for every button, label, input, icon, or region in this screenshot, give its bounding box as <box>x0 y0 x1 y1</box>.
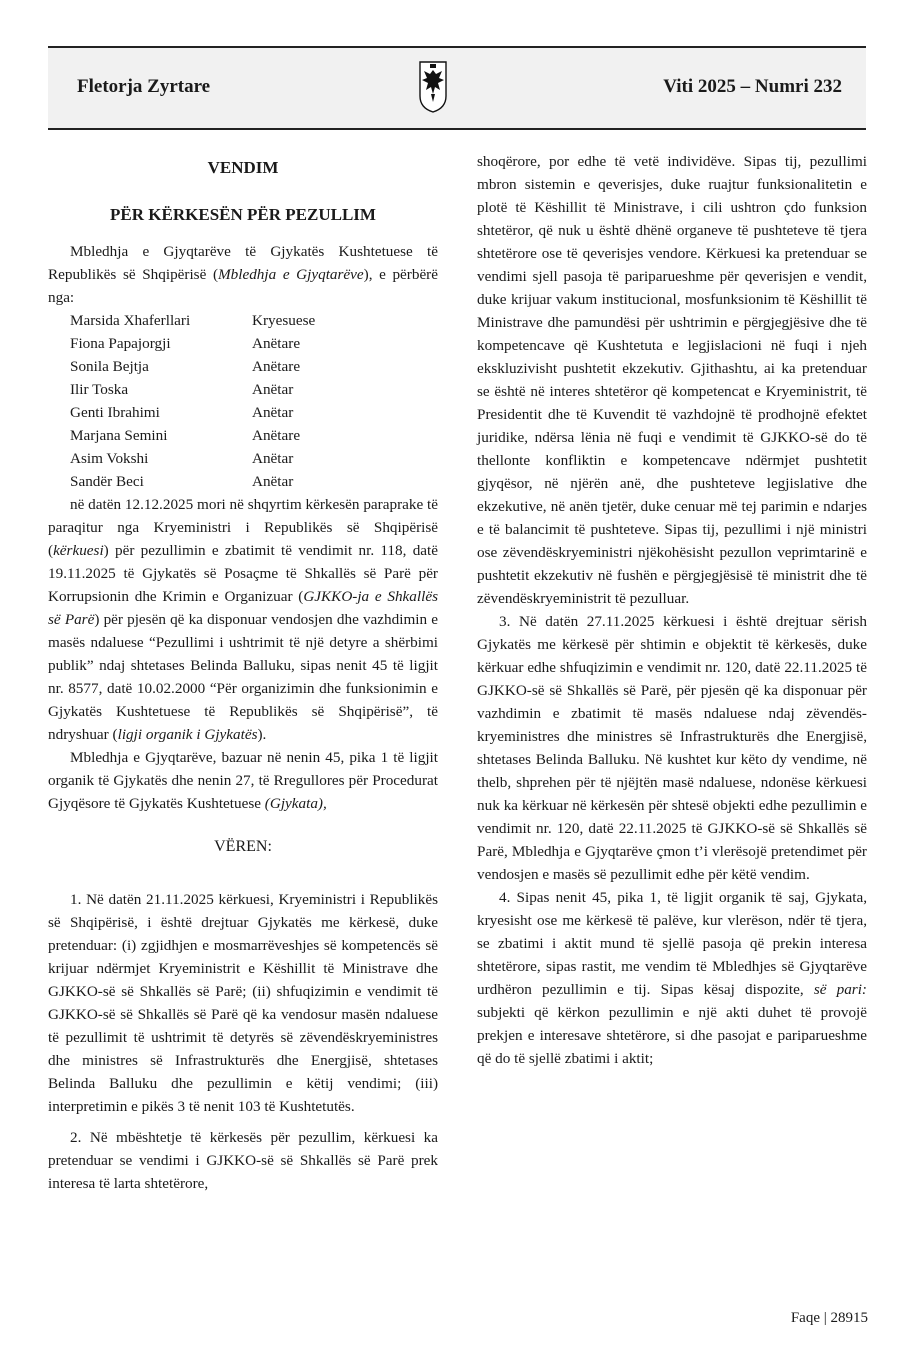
member-role: Anëtare <box>252 335 301 352</box>
member-role: Anëtar <box>252 473 294 490</box>
continuation-paragraph: shoqërore, por edhe të vetë individëve. Sipas tij, pezullimi mbron sistemin e qeverisjes, duke ruajtur funksionalitetin e plotë të Këshillit të Ministrave, i cili ushtron çdo funksion shtetëror, që nuk u është dhënë organeve të pushteteve të tjera shtetërore ose të qeverisjes vendore. Kërkuesi ka pretenduar se vendimi sjell pasoja të pariparueshme për qeverisjen e vendit, duke krijuar vakum institucional, mosfunksionim të Këshillit të Ministrave dhe pamundësi për ushtrimin e përgjegjësive dhe të kompetencave që Kushtetuta e legjislacioni në fuqi i njeh ekskluzivisht pushtetit ekzekutiv. Gjithashtu, ai ka pretenduar se është në interes shtetëror që kompetencat e Kryeministrit, të Presidentit dhe të Kuvendit të vazhdojnë të prodhojnë efektet juridike, ndërsa lënia në fuqi e vendimit të GJKKO-së do të thellonte konfliktin e kompetencave ndërmjet pushtetit gjyqësor, në njërën anë, dhe pushteteve legjislative dhe ekzekutive, në anën tjetër, duke cenuar më tej parimin e ndarjes e të balancimit të pushteteve. Sipas tij, pezullimi i një ministri ose zëvendëskryeministri njëkohësisht pezullon veprimtarinë e pushtetit ekzekutiv në fushën e përgjegjësisë të ministrit dhe të zëvendëskryeministrit të pezulluar. <box>477 153 867 607</box>
member-name: Sandër Beci <box>70 473 144 490</box>
point-4-paragraph <box>477 886 867 1070</box>
albanian-eagle-emblem-icon <box>418 58 448 114</box>
intro-text-b: ), e përbërë nga: <box>48 266 438 306</box>
member-name: Ilir Toska <box>70 381 129 398</box>
point-2-paragraph: 2. Në mbështetje të kërkesës për pezullim, kërkuesi ka pretenduar se vendimi i GJKKO-së së Shkallës së Parë prek interesa të larta shtetërore, <box>48 1129 438 1192</box>
member-name: Asim Vokshi <box>70 450 149 467</box>
intro-emphasis: Mbledhja e Gjyqtarëve <box>218 266 364 283</box>
intro-text-a: Mbledhja e Gjyqtarëve të Gjykatës Kushtetuese të Republikës së Shqipërisë ( <box>48 243 438 283</box>
point-4-emphasis: së pari: <box>813 981 867 998</box>
point-1-paragraph: 1. Në datën 21.11.2025 kërkuesi, Kryeministri i Republikës së Shqipërisë, i është drejtuar Gjykatës me kërkesë, duke pretenduar: (i) zgjidhjen e mosmarrëveshjes së kompetencës së krijuar ndërmjet Kryeministrit e Këshillit të Ministrave dhe GJKKO-së së Shkallës së Parë; (ii) shfuqizimin e vendimit të GJKKO-së së Shkallës së Parë që ka vendosur masën ndaluese të pezullimit të ushtrimit të detyrës së zëvendëskryeministres dhe ministres së Infrastrukturës dhe Energjisë, shtetases Belinda Balluku dhe pezullimin e këtij vendimi; (iii) interpretimin e pikës 3 të nenit 103 të Kushtetutës. <box>48 891 438 1115</box>
member-row <box>70 447 438 470</box>
decision-subtitle: PËR KËRKESËN PËR PEZULLIM <box>110 205 376 224</box>
member-role: Anëtare <box>252 358 301 375</box>
member-row <box>70 424 438 447</box>
page-number: Faqe | 28915 <box>790 1310 868 1326</box>
publication-name: Fletorja Zyrtare <box>77 76 211 97</box>
member-role: Anëtare <box>252 427 301 444</box>
issue-number: Viti 2025 – Numri 232 <box>663 76 842 97</box>
review-text-a: në datën 12.12.2025 mori në shqyrtim kërkesën paraprake të paraqitur nga Kryeministri i Republikës së Shqipërisë ( <box>48 496 438 559</box>
basis-text: Mbledhja e Gjyqtarëve, bazuar në nenin 45, pika 1 të ligjit organik të Gjykatës dhe nenin 27, të Rregullores për Procedurat Gjyqësore të Gjykatës Kushtetuese <box>48 749 438 812</box>
member-row <box>70 378 438 401</box>
review-emphasis-2: GJKKO-ja e Shkallës së Parë <box>48 588 438 628</box>
member-name: Sonila Bejtja <box>70 358 149 375</box>
member-role: Anëtar <box>252 450 294 467</box>
basis-emphasis: (Gjykata), <box>264 795 327 812</box>
member-name: Marjana Semini <box>70 427 168 444</box>
member-name: Genti Ibrahimi <box>70 404 160 421</box>
section-heading: VËREN: <box>214 838 272 855</box>
review-text-c: ) për pjesën që ka disponuar vendosjen dhe vazhdimin e masës ndaluese “Pezullimi i ushtrimit të një detyre a shërbimi publik” ndaj shtetases Belinda Balluku, sipas nenit 45 të ligjit nr. 8577, datë 10.02.2000 “Për organizimin dhe funksionimin e Gjykatës Kushtetuese të Republikës së Shqipërisë”, të ndryshuar ( <box>48 611 438 743</box>
member-role: Anëtar <box>252 404 294 421</box>
review-emphasis-1: kërkuesi <box>53 542 104 559</box>
member-row <box>70 332 438 355</box>
point-4-text-b: subjekti që kërkon pezullimin e një akti duhet të provojë prekjen e interesave shtetërore, si dhe pasojat e pariparueshme që do të sjellë zbatimi i aktit; <box>477 1004 867 1067</box>
member-name: Fiona Papajorgji <box>70 335 171 352</box>
member-row <box>70 470 438 493</box>
point-3-paragraph: 3. Në datën 27.11.2025 kërkuesi i është drejtuar sërish Gjykatës me kërkesë për shtimin e objektit të kërkesës, duke kërkuar edhe shfuqizimin e vendimit nr. 120, datë 22.11.2025 të GJKKO-së së Shkallës së Parë, për pjesën që ka disponuar për vazhdimin e zbatimit të masës ndaluese ndaj zëvendës-kryeministres dhe ministres së Infrastrukturës dhe Energjisë, shtetases Belinda Balluku. Në kushtet kur këto dy vendime, në thelb, shprehen për të njëjtën masë ndaluese, ndonëse kërkuesi nuk ka kërkuar në kërkesën për shtesë objekti edhe pezullimin e vendimit nr. 120, datë 22.11.2025 të GJKKO-së së Shkallës së Parë, Mbledhja e Gjyqtarëve çmon t’i vlerësojë pretendimet për vendosjen e masës së pezullimit edhe për këtë vendim. <box>477 613 867 883</box>
right-column <box>477 150 867 1070</box>
header-bottom-rule <box>48 128 866 130</box>
point-4-text-a: 4. Sipas nenit 45, pika 1, të ligjit organik të saj, Gjykata, kryesisht ose me kërkesë të palëve, kur vlerëson, ndër të tjera, se zbatimi i aktit mund të sjellë pasoja që prekin interesa shtetërore, sipas rastit, me vendim të Mbledhjes së Gjyqtarëve urdhëron pezullimin e tij. Sipas kësaj dispozite, <box>477 889 867 998</box>
members-list <box>70 309 438 493</box>
review-text-d: ). <box>257 726 267 743</box>
member-role: Anëtar <box>252 381 294 398</box>
review-text-b: ) për pezullimin e zbatimit të vendimit nr. 118, datë 19.11.2025 të Gjykatës së Posaçme të Shkallës së Parë për Korrupsionin dhe Krimin e Organizuar ( <box>48 542 438 605</box>
member-row <box>70 355 438 378</box>
left-column <box>48 150 438 1195</box>
review-paragraph <box>48 493 438 746</box>
member-role: Kryesuese <box>252 312 316 329</box>
member-row <box>70 309 438 332</box>
intro-paragraph <box>48 240 438 309</box>
member-name: Marsida Xhaferllari <box>70 312 191 329</box>
member-row <box>70 401 438 424</box>
review-emphasis-3: ligji organik i Gjykatës <box>117 726 258 743</box>
basis-paragraph <box>48 746 438 815</box>
decision-title: VENDIM <box>207 158 279 177</box>
